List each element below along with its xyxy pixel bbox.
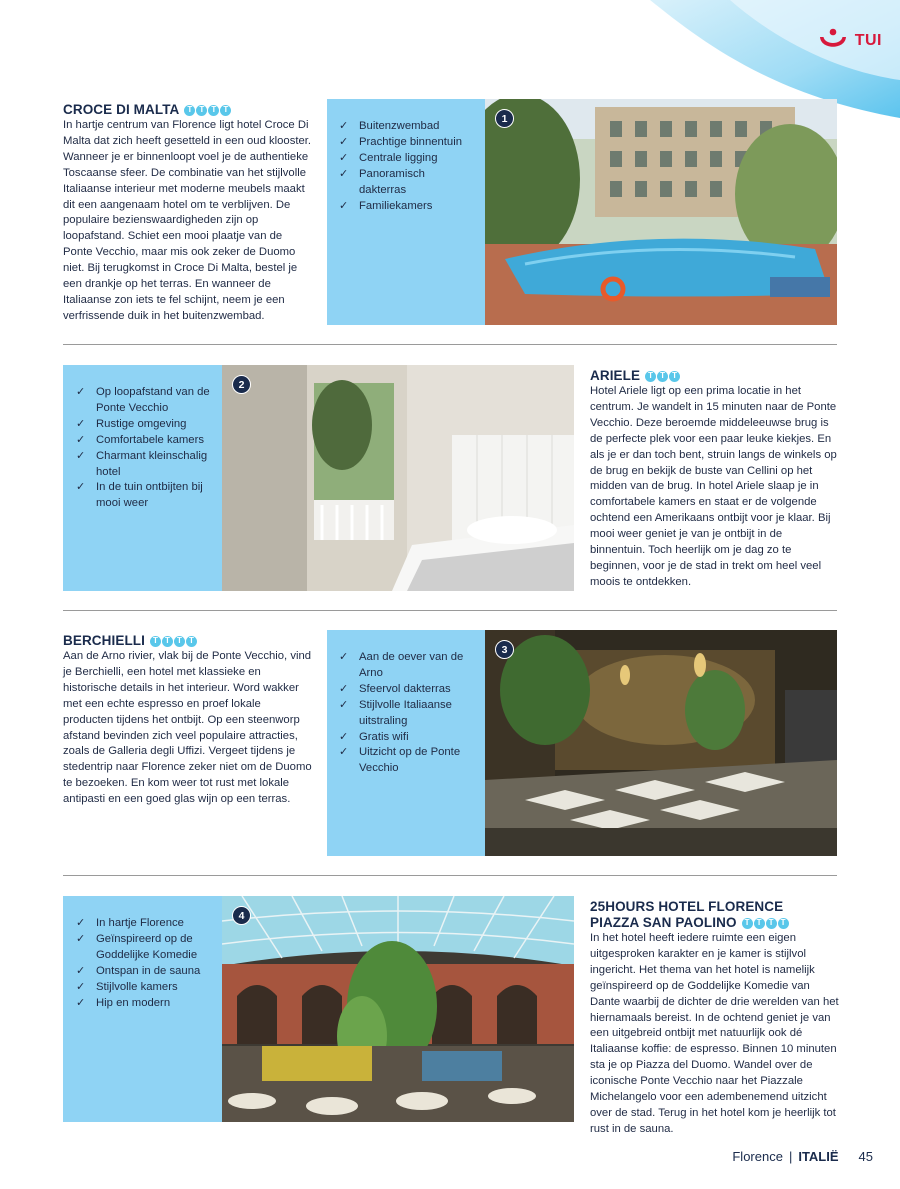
tui-t-rating-icon: T [186,636,197,647]
check-icon: ✓ [76,433,86,446]
hotel-title [590,368,840,384]
hotel-name-line-1: 25HOURS HOTEL FLORENCE [590,899,784,914]
feature-item: ✓ Hip en modern [76,996,212,1012]
feature-item: ✓ Comfortabele kamers [76,433,212,449]
feature-list [63,896,222,1011]
hotel-number-badge: 4 [232,906,251,925]
section-divider [63,344,837,345]
tui-t-rating-icon: T [174,636,185,647]
hotel-name: CROCE DI MALTA [63,102,180,117]
hotel-title [63,102,313,118]
hotel-number-badge: 3 [495,640,514,659]
photo-hotel-lobby [485,630,837,856]
photo-hotel-bedroom [222,365,574,591]
check-icon: ✓ [76,980,86,993]
hotel-name: BERCHIELLI [63,633,145,648]
feature-item: ✓ Prachtige binnentuin [339,135,475,151]
rating-3 [645,371,680,382]
check-icon: ✓ [76,932,86,945]
feature-box-berchielli [327,630,485,856]
hotel-title [63,633,313,649]
check-icon: ✓ [76,917,86,929]
feature-item: ✓ Charmant kleinschalig hotel [76,449,212,481]
check-icon: ✓ [339,120,349,132]
photo-glass-roof-restaurant [222,896,574,1122]
page-number: 45 [858,1149,873,1164]
check-icon: ✓ [339,167,349,180]
hotel-description: Hotel Ariele ligt op een prima locatie in het centrum. Je wandelt in 15 minuten naar de Ponte Vecchio. Deze beroemde middeleeuwse brug is de perfecte plek voor een paar leuke kiekjes. En als je er dan toch bent, struin langs de winkels op de brug en bekijk de buste van Cellini op het midden van de brug. In hotel Ariele slaap je in comfortabele kamers en staat er de volgende ochtend een Amerikaans ontbijt voor je klaar. Bij mooi weer geniet je van je ontbijt in de binnentuin. Toch heerlijk om je dag zo te beginnen, voor je de stad in trekt om heel veel moois te ontdekken. [590,385,837,588]
check-icon: ✓ [339,746,349,759]
check-icon: ✓ [76,449,86,462]
hotel-name-line-2: PIAZZA SAN PAOLINO [590,915,737,930]
feature-box-25hours [63,896,222,1122]
hotel-description: In hartje centrum van Florence ligt hotel Croce Di Malta dat zich heeft gesetteld in een oud klooster. Wanneer je er binnenloopt voel je de authentieke Toscaanse sfeer. De combinatie van het stijlvolle Italiaanse interieur met moderne meubels maakt dit een aangenaam hotel om te verblijven. De populaire bezienswaardigheden zijn op loopafstand. Schiet een mooi plaatje van de Ponte Vecchio, maar mis ook zeker de Duomo niet. Bij terugkomst in Croce Di Malta, bestel je een drankje op het terras. En wanneer de Italiaanse zon iets te fel schijnt, neem je een verfrissende duik in het buitenzwembad. [63,119,312,322]
check-icon: ✓ [339,651,349,663]
feature-item: ✓ Ontspan in de sauna [76,964,212,980]
section-divider [63,875,837,876]
check-icon: ✓ [339,698,349,711]
hotel-description: In het hotel heeft iedere ruimte een eigen uitgesproken karakter en je kamer is stijlvol ingericht. Het thema van het hotel is namelijk geïnspireerd op de Goddelijke Komedie van Dante waarbij de dichter de drie werelden van het hiernamaals bereist. In de ochtend geniet je van een uitgebreid ontbijt met natuurlijk ook dé Italiaanse koffie: de espresso. Binnen 10 minuten sta je op Piazza del Duomo. Wandel over de iconische Ponte Vecchio naar het Piazzale Michelangelo voor een adembenemend uitzicht over de stad. Terug in het hotel kom je heerlijk tot rust in de sauna. [590,932,839,1135]
check-icon: ✓ [76,417,86,430]
page-footer [732,1149,873,1164]
feature-list [327,630,485,777]
tui-t-rating-icon: T [196,105,207,116]
hotel-berchielli [63,633,313,808]
check-icon: ✓ [339,151,349,164]
feature-box-croce-di-malta [327,99,485,325]
tui-t-rating-icon: T [778,918,789,929]
hotel-25hours [590,899,840,1138]
brand-name: TUI [854,32,882,49]
hotel-name: ARIELE [590,368,641,383]
check-icon: ✓ [339,682,349,695]
tui-t-rating-icon: T [657,371,668,382]
feature-item: ✓ In de tuin ontbijten bij mooi weer [76,480,212,512]
tui-t-rating-icon: T [208,105,219,116]
tui-t-rating-icon: T [162,636,173,647]
feature-item: ✓ Familiekamers [339,199,475,215]
feature-box-ariele [63,365,222,591]
feature-item: ✓ Stijlvolle Italiaanse uitstraling [339,698,475,730]
hotel-number-badge: 2 [232,375,251,394]
tui-t-rating-icon: T [184,105,195,116]
tui-t-rating-icon: T [742,918,753,929]
rating-4 [184,105,231,116]
footer-separator: | [788,1149,793,1164]
feature-item: ✓ Geïnspireerd op de Goddelijke Komedie [76,932,212,964]
feature-item: ✓ In hartje Florence [76,916,212,932]
feature-item: ✓ Panoramisch dakterras [339,167,475,199]
section-divider [63,610,837,611]
footer-city: Florence [732,1149,783,1164]
feature-item: ✓ Op loopafstand van de Ponte Vecchio [76,385,212,417]
tui-t-rating-icon: T [220,105,231,116]
tui-t-rating-icon: T [766,918,777,929]
check-icon: ✓ [76,386,86,398]
check-icon: ✓ [339,199,349,212]
feature-item: ✓ Rustige omgeving [76,417,212,433]
tui-brand [817,28,882,54]
rating-4 [742,918,789,929]
feature-item: ✓ Gratis wifi [339,730,475,746]
hotel-title [590,899,840,931]
check-icon: ✓ [339,135,349,148]
tui-t-rating-icon: T [645,371,656,382]
hotel-croce-di-malta [63,102,313,325]
footer-region: ITALIË [798,1149,839,1164]
tui-smile-logo-icon [817,28,849,54]
feature-item: ✓ Stijlvolle kamers [76,980,212,996]
tui-t-rating-icon: T [754,918,765,929]
photo-pool-courtyard [485,99,837,325]
feature-item: ✓ Centrale ligging [339,151,475,167]
feature-item: ✓ Aan de oever van de Arno [339,650,475,682]
tui-t-rating-icon: T [669,371,680,382]
feature-item: ✓ Uitzicht op de Ponte Vecchio [339,745,475,777]
feature-item: ✓ Buitenzwembad [339,119,475,135]
check-icon: ✓ [76,964,86,977]
hotel-number-badge: 1 [495,109,514,128]
check-icon: ✓ [76,481,86,494]
rating-4 [150,636,197,647]
feature-item: ✓ Sfeervol dakterras [339,682,475,698]
check-icon: ✓ [339,730,349,743]
hotel-description: Aan de Arno rivier, vlak bij de Ponte Vecchio, vind je Berchielli, een hotel met klassieke en historische details in het interieur. Word wakker met een echte espresso en proef lokale producten tijdens het ontbijt. Op een steenworp afstand bevinden zich veel populaire attracties, zoals de Galleria degli Uffizi. Vergeet tijdens je stedentrip naar Florence zeker niet om de Duomo te bezoeken. En kom weer tot rust met lokale antipasti en een goed glas wijn op een terras. [63,650,312,806]
tui-t-rating-icon: T [150,636,161,647]
check-icon: ✓ [76,996,86,1009]
feature-list [63,365,222,512]
feature-list [327,99,485,214]
hotel-ariele [590,368,840,591]
